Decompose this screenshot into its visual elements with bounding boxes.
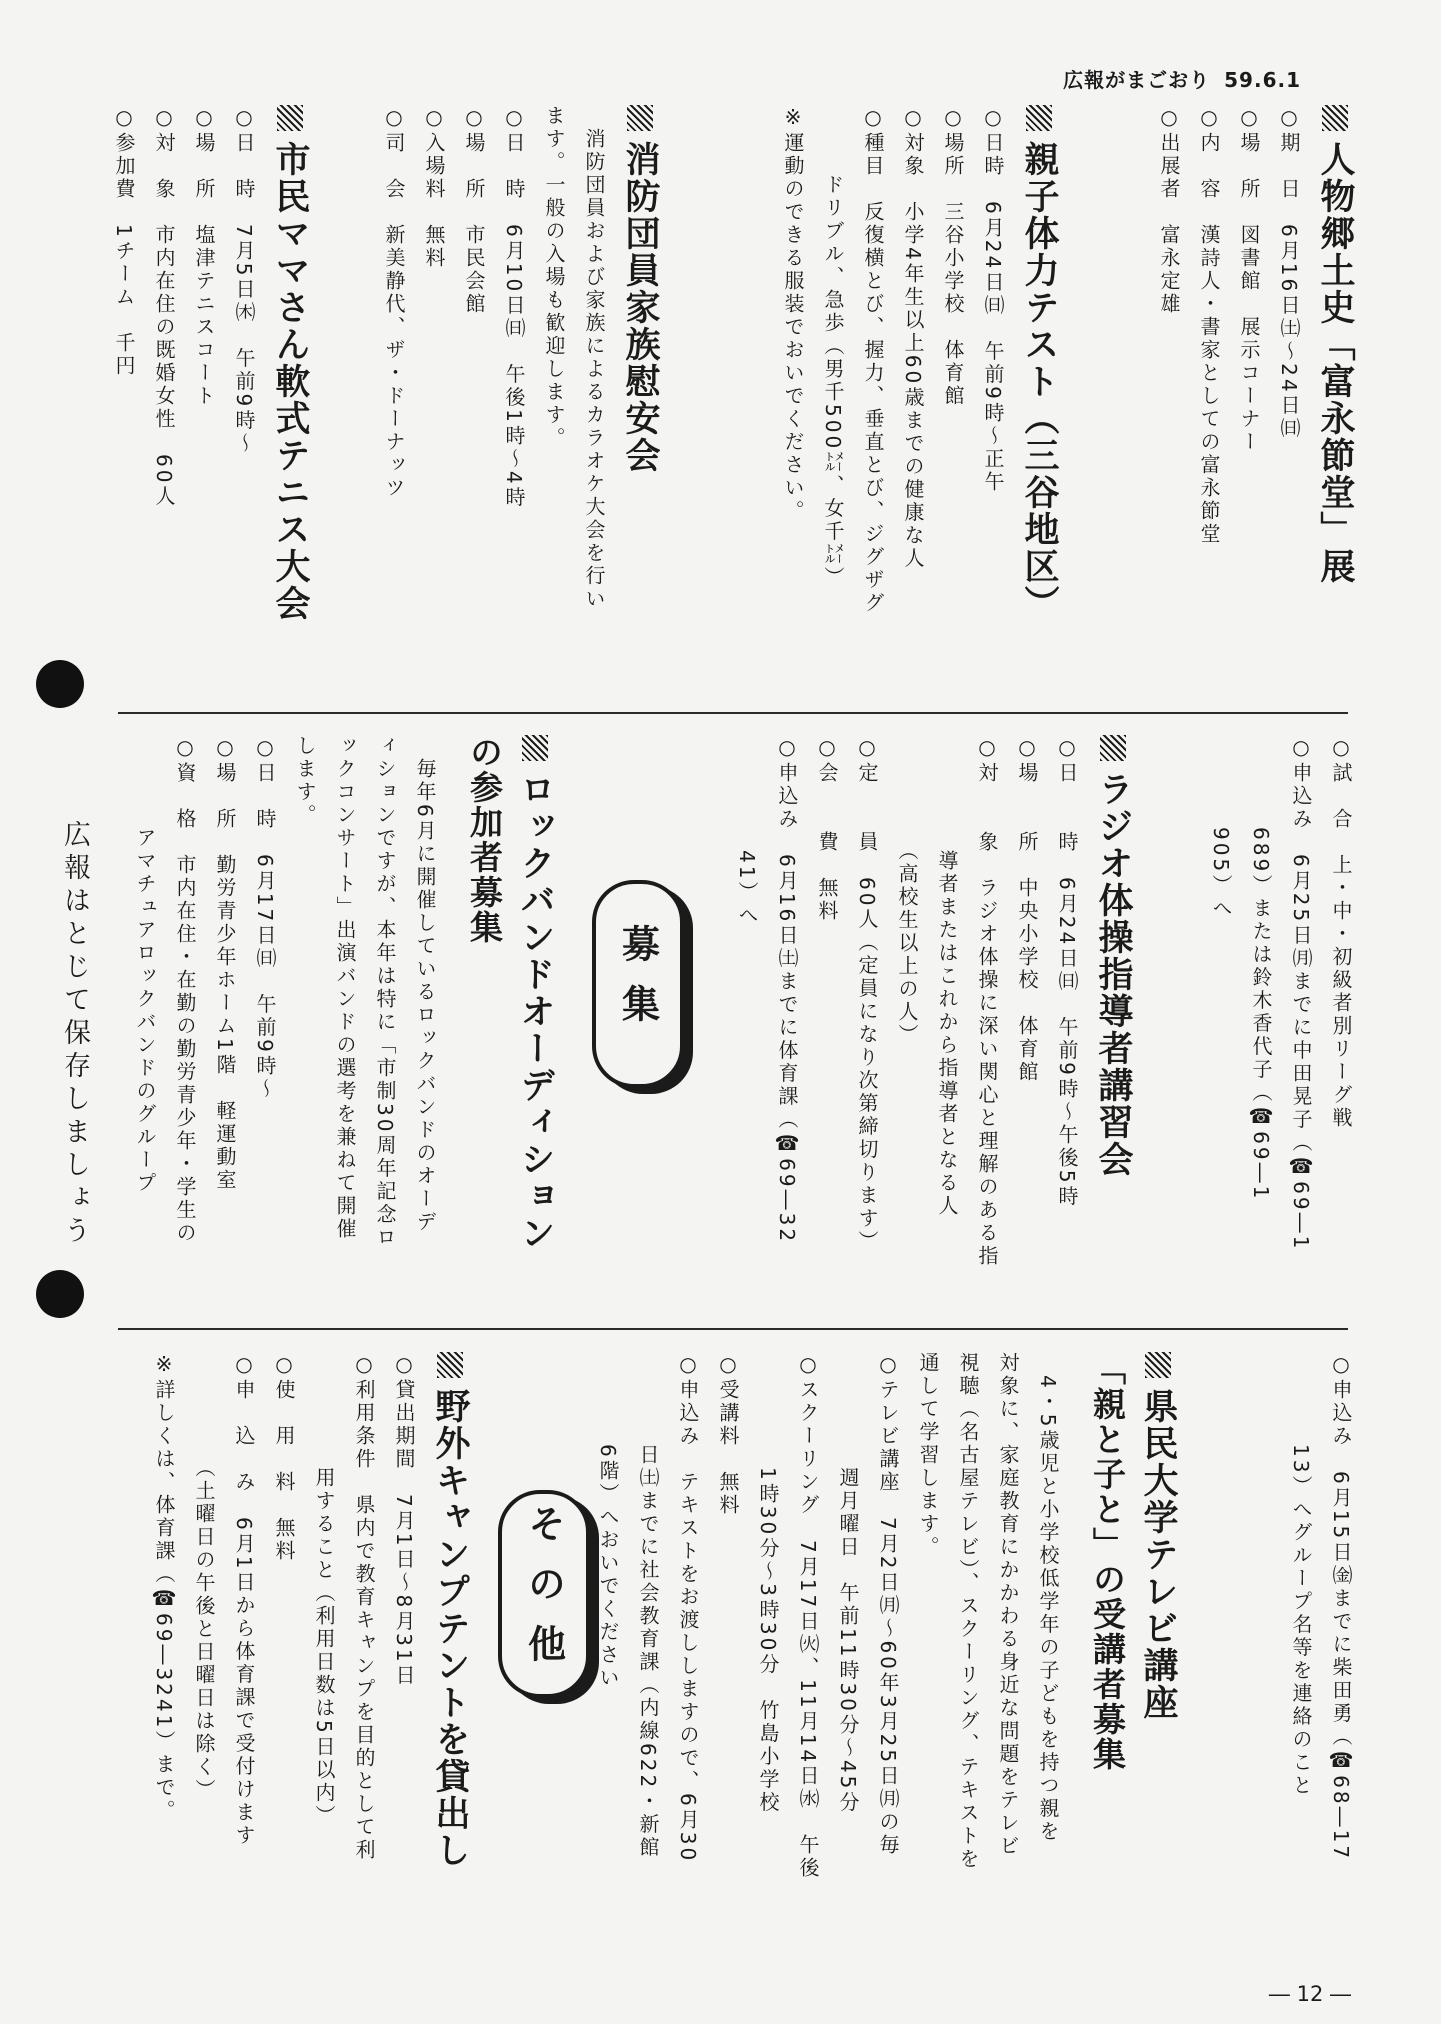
info-line: 1時30分～3時30分 竹島小学校 (756, 1352, 780, 1815)
info-line: 689）または鈴木香代子（☎69―1 (1249, 735, 1273, 1202)
article-subtitle: の参加者募集 (465, 735, 504, 945)
article-title: 消防団員家族慰安会 (614, 105, 666, 685)
info-line: ○受講料 無料 (716, 1352, 740, 1517)
info-line: 消防団員および家族によるカラオケ大会を行い (582, 105, 606, 611)
article-radio-taiso (727, 735, 1139, 1305)
article-subtitle: 「親と子と」の受講者募集 (1088, 1352, 1127, 1772)
info-line: 6階）へおいでください (596, 1352, 620, 1690)
article-mama-tennis (104, 105, 316, 685)
article-title: 人物郷土史「富永節堂」展 (1309, 105, 1361, 685)
page-header (1063, 64, 1301, 93)
info-line: ○場所 三谷小学校 体育館 (941, 105, 965, 408)
info-line: ます。一般の入場も歓迎します。 (542, 105, 566, 450)
sonota-badge: その他 (498, 1490, 590, 1698)
info-line: ○入場料 無料 (422, 105, 446, 270)
spacer (445, 735, 459, 1305)
article-oyako-tairyoku-test (773, 105, 1065, 685)
info-line: します。 (293, 735, 317, 827)
info-line: 13）へグループ名等を連絡のこと (1289, 1352, 1313, 1798)
article-title: 市民ママさん軟式テニス大会 (264, 105, 316, 685)
spacer (1068, 1352, 1082, 1952)
article-tennis-continued (1201, 735, 1361, 1305)
article-kenmin-daigaku (588, 1352, 1184, 1952)
info-line: ○資 格 市内在住・在勤の勤労青少年・学生の (173, 735, 197, 1245)
info-line: ィションですが、本年は特に「市制30周年記念ロ (373, 735, 397, 1250)
info-line: ○場 所 勤労青少年ホーム1階 軽運動室 (213, 735, 237, 1192)
info-line: 4・5歳児と小学校低学年の子どもを持つ親を (1036, 1352, 1060, 1844)
info-line: ○司 会 新美静代、ザ・ドーナッツ (382, 105, 406, 500)
article-title: 親子体力テスト（三谷地区） (1013, 105, 1065, 685)
info-line: ○テレビ講座 7月2日㈪～60年3月25日㈪の毎 (876, 1352, 900, 1858)
info-line: ○定 員 60人（定員になり次第締切ります） (855, 735, 879, 1254)
info-line: （土曜日の午後と日曜日は除く） (192, 1352, 216, 1802)
info-line: ○場 所 市民会館 (462, 105, 486, 316)
article-title: ラジオ体操指導者講習会 (1087, 735, 1139, 1305)
info-line: 905）へ (1209, 735, 1233, 921)
section-divider (118, 712, 1348, 714)
info-line: ○対象 小学4年生以上60歳までの健康な人 (901, 105, 925, 571)
info-line: ○参加費 1チーム 千円 (112, 105, 136, 378)
hatch-marker-icon (522, 735, 548, 761)
info-line: ○日時 6月24日㈰ 午前9時～正午 (981, 105, 1005, 494)
info-line: ○利用条件 県内で教育キャンプを目的として利 (352, 1352, 376, 1862)
hatch-marker-icon (277, 105, 303, 131)
info-line: 通して学習します。 (916, 1352, 940, 1559)
info-line: ○申 込 み 6月1日から体育課で受付けます (232, 1352, 256, 1848)
info-line: ※詳しくは、体育課（☎69―3241）まで。 (152, 1352, 176, 1823)
info-line: ○期 日 6月16日㈯～24日㈰ (1277, 105, 1301, 441)
info-line: ○使 用 料 無料 (272, 1352, 296, 1563)
article-camp-tent (144, 1352, 476, 1952)
info-line: ○日 時 6月24日㈰ 午前9時～午後5時 (1055, 735, 1079, 1209)
info-line: 日㈯までに社会教育課（内線622・新館 (636, 1352, 660, 1860)
info-line: アマチュアロックバンドのグループ (133, 735, 157, 1195)
info-line: ○会 費 無料 (815, 735, 839, 923)
info-line: ○種目 反復横とび、握力、垂直とび、ジグザグ (861, 105, 885, 615)
info-line: ○場 所 塩津テニスコート (192, 105, 216, 408)
article-rock-band-continued (1281, 1352, 1361, 1952)
info-line: ○申込み 6月25日㈪までに中田晃子（☎69―1 (1289, 735, 1313, 1252)
article-title: 野外キャンプテントを貸出し (424, 1352, 476, 1952)
info-line: ○場 所 中央小学校 体育館 (1015, 735, 1039, 1084)
info-line: 対象に、家庭教育にかかわる身近な問題をテレビ (996, 1352, 1020, 1858)
info-line: ○申込み 6月16日㈯までに体育課（☎69―32 (775, 735, 799, 1245)
hatch-marker-icon (1100, 735, 1126, 761)
boshu-badge: 募集 (592, 880, 684, 1088)
info-line: ○日 時 6月17日㈰ 午前9時～ (253, 735, 277, 1101)
info-line: ※運動のできる服装でおいでください。 (781, 105, 805, 523)
publication-name: 広報がまごおり (1063, 68, 1211, 92)
info-line: 導者またはこれから指導者となる人 (935, 735, 959, 1218)
hatch-marker-icon (627, 105, 653, 131)
info-line: ○申込み 6月15日㈮までに柴田勇（☎68―17 (1329, 1352, 1353, 1862)
info-line: ○申込み テキストをお渡ししますので、6月30 (676, 1352, 700, 1864)
info-line: 週月曜日 午前11時30分～45分 (836, 1352, 860, 1815)
info-line: （高校生以上の人） (895, 735, 919, 1047)
hatch-marker-icon (437, 1352, 463, 1378)
info-line: 毎年6月に開催しているロックバンドのオーデ (413, 735, 437, 1234)
info-line: ○場 所 図書館 展示コーナー (1237, 105, 1261, 454)
info-line: 視聴（名古屋テレビ）、スクーリング、テキストを (956, 1352, 980, 1871)
page-number: ― 12 ― (1268, 1982, 1351, 2006)
article-title: ロックバンドオーディション (509, 735, 561, 1305)
info-line: ドリブル、急歩（男千500㍍、女千㍍） (821, 105, 845, 590)
article-title: 県民大学テレビ講座 (1132, 1352, 1184, 1952)
info-line: ○対 象 ラジオ体操に深い関心と理解のある指 (975, 735, 999, 1268)
article-rock-band-audition (125, 735, 561, 1305)
info-line: ○試 合 上・中・初級者別リーグ戦 (1329, 735, 1353, 1130)
issue-date: 59.6.1 (1224, 68, 1301, 92)
hatch-marker-icon (1322, 105, 1348, 131)
hatch-marker-icon (1145, 1352, 1171, 1378)
info-line: ○対 象 市内在住の既婚女性 60人 (152, 105, 176, 509)
info-line: ックコンサート」出演バンドの選考を兼ねて開催 (333, 735, 357, 1241)
binding-hole (36, 660, 84, 708)
article-shobodan-iankai (374, 105, 666, 685)
hatch-marker-icon (1026, 105, 1052, 131)
info-line: ○日 時 7月5日㈭ 午前9時～ (232, 105, 256, 456)
article-jinbutsu-kyodoshi (1149, 105, 1361, 685)
binding-hole (36, 1270, 84, 1318)
keep-note: 広報はとじて保存しましょう (59, 820, 90, 1249)
info-line: ○出展者 富永定雄 (1157, 105, 1181, 316)
info-line: 用すること（利用日数は5日以内） (312, 1352, 336, 1828)
info-line: ○内 容 漢詩人・書家としての富永節堂 (1197, 105, 1221, 546)
info-line: ○スクーリング 7月17日㈫、11月14日㈬ 午後 (796, 1352, 820, 1881)
info-line: ○貸出期間 7月1日～8月31日 (392, 1352, 416, 1688)
info-line: 41）へ (735, 735, 759, 928)
info-line: ○日 時 6月10日㈰ 午後1時～4時 (502, 105, 526, 510)
section-divider (118, 1328, 1348, 1330)
